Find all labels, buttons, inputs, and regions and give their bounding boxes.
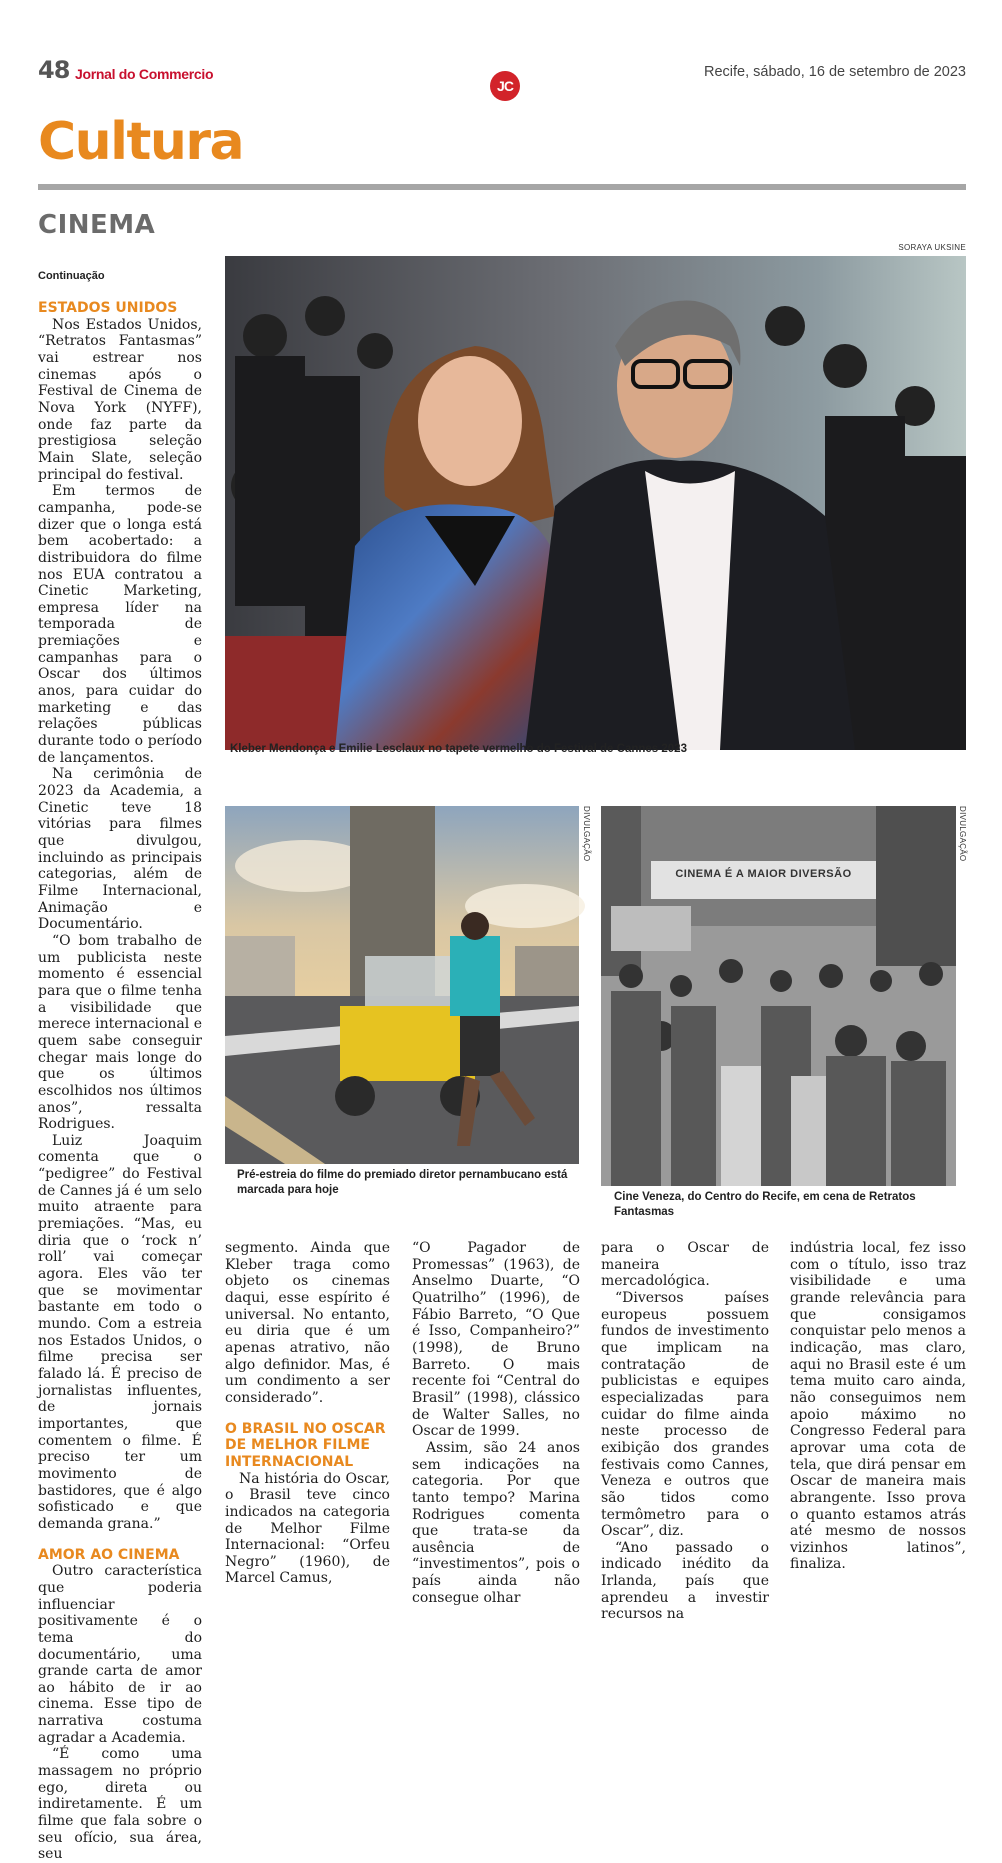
article-column-1 <box>38 300 202 1863</box>
main-photo <box>225 256 966 750</box>
paragraph: segmento. Ainda que Kleber traga como objeto os cinemas daqui, esse espírito é universal. No entanto, eu diria que é um apenas atrativo, não algo definidor. Mas, é um condimento a ser considerado”. <box>225 1240 390 1406</box>
section-title: Cultura <box>38 112 244 172</box>
vendor-cart-image <box>225 806 579 1164</box>
subheading-brasil-oscar: O BRASIL NO OSCAR DE MELHOR FILME INTERNACIONAL <box>225 1420 386 1470</box>
article-column-4 <box>601 1240 769 1623</box>
paragraph: “O bom trabalho de um publicista neste momento é essencial para que o filme tenha a visibilidade que merece internacional e quem sabe conseguir chegar mais longe do que os últimos escolhidos nos últimos anos”, ressalta Rodrigues. <box>38 932 202 1133</box>
article-column-2 <box>225 1240 390 1587</box>
cart-photo <box>225 806 579 1164</box>
paragraph: Luiz Joaquim comenta que o “pedigree” do Festival de Cannes já é um selo muito atraente para premiações. “Mas, eu diria que o ‘rock n’ roll’ vai começar agora. Eles vão ter que se movimentar bastante em todo o mundo. Com a estreia nos Estados Unidos, o filme precisa ser falado lá. É preciso de jornalistas influentes, de jornais importantes, que comentem o filme. É preciso ter um movimento de bastidores, que é algo sofisticado e que demanda grana.” <box>38 1132 202 1532</box>
paragraph: para o Oscar de maneira mercadológica. <box>601 1240 769 1290</box>
paragraph: Na história do Oscar, o Brasil teve cinco indicados na categoria de Melhor Filme Internacional: “Orfeu Negro” (1960), de Marcel Camus, <box>225 1470 390 1587</box>
cine-veneza-crowd-image <box>601 806 956 1186</box>
main-photo-caption: Kleber Mendonça e Emilie Lesclaux no tapete vermelho do Festival de Cannes 2023 <box>230 743 687 755</box>
paragraph: Outro característica que poderia influenciar positivamente é o tema do documentário, uma grande carta de amor ao hábito de ir ao cinema. Esse tipo de narrativa costuma agradar a Academia. <box>38 1563 202 1746</box>
page-number: 48 <box>38 56 70 84</box>
subheading-amor-ao-cinema: AMOR AO CINEMA <box>38 1546 180 1563</box>
section-divider <box>38 184 966 190</box>
couple-red-carpet-image <box>225 256 966 750</box>
photo-credit-cart: DIVULGAÇÃO <box>582 806 591 862</box>
subsection-title: CINEMA <box>38 210 156 240</box>
jc-logo: JC <box>490 71 520 101</box>
paragraph: indústria local, fez isso com o título, isso traz visibilidade e uma grande relevância para que consigamos conquistar pelo menos a indicação, mas claro, aqui no Brasil este é um tema muito caro ainda, não conseguimos nem apoio máximo no Congresso Federal para aprovar uma cota de tela, que dirá pensar em Oscar de maneira mais abrangente. Isso prova o quanto estamos atrás até mesmo de nossos vizinhos latinos”, finaliza. <box>790 1240 966 1573</box>
cinema-sign-text: CINEMA É A MAIOR DIVERSÃO <box>675 868 852 880</box>
article-column-3 <box>412 1240 580 1606</box>
paragraph: “O Pagador de Promessas” (1963), de Anselmo Duarte, “O Quatrilho” (1996), de Fábio Barreto, “O Que é Isso, Companheiro?” (1998), de Bruno Barreto. O mais recente foi “Central do Brasil” (1998), clássico de Walter Salles, no Oscar de 1999. <box>412 1240 580 1440</box>
cart-photo-caption: Pré-estreia do filme do premiado diretor pernambucano está marcada para hoje <box>237 1169 568 1196</box>
article-column-5 <box>790 1240 966 1573</box>
paragraph: “Diversos países europeus possuem fundos de investimento que implicam na contratação de publicistas e equipes especializadas para cuidar do filme ainda neste processo de exibição dos grandes festivais como Cannes, Veneza e outros que são tidos como termômetro para o Oscar”, diz. <box>601 1289 769 1540</box>
paragraph: Na cerimônia de 2023 da Academia, a Cinetic teve 18 vitórias para filmes que divulgou, incluindo as principais categorias, além de Filme Internacional, Animação e Documentário. <box>38 766 202 933</box>
photo-credit-main: SORAYA UKSINE <box>898 243 966 252</box>
crowd-photo-caption: Cine Veneza, do Centro do Recife, em cena de Retratos Fantasmas <box>614 1191 916 1218</box>
paragraph: “É como uma massagem no próprio ego, direta ou indiretamente. É um filme que fala sobre o seu ofício, sua área, seu <box>38 1746 202 1863</box>
newspaper-name: Jornal do Commercio <box>75 66 214 82</box>
dateline: Recife, sábado, 16 de setembro de 2023 <box>704 64 966 80</box>
paragraph: Assim, são 24 anos sem indicações na categoria. Por que tanto tempo? Marina Rodrigues comenta que trata-se da ausência de “investimentos”, pois o país ainda não consegue olhar <box>412 1439 580 1606</box>
subheading-estados-unidos: ESTADOS UNIDOS <box>38 300 178 316</box>
crowd-photo <box>601 806 956 1186</box>
paragraph: “Ano passado o indicado inédito da Irlanda, país que aprendeu a investir recursos na <box>601 1539 769 1623</box>
continuation-label: Continuação <box>38 270 105 282</box>
paragraph: Nos Estados Unidos, “Retratos Fantasmas” vai estrear nos cinemas após o Festival de Cinema de Nova York (NYFF), onde faz parte da prestigiosa seleção Main Slate, seleção principal do festival. <box>38 316 202 483</box>
photo-credit-crowd: DIVULGAÇÃO <box>958 806 967 862</box>
paragraph: Em termos de campanha, pode-se dizer que o longa está bem acobertado: a distribuidora do filme nos EUA contratou a Cinetic Marketing, empresa líder na temporada de premiações e campanhas para o Oscar dos últimos anos, para cuidar do marketing e das relações públicas durante todo o período de lançamentos. <box>38 483 202 766</box>
